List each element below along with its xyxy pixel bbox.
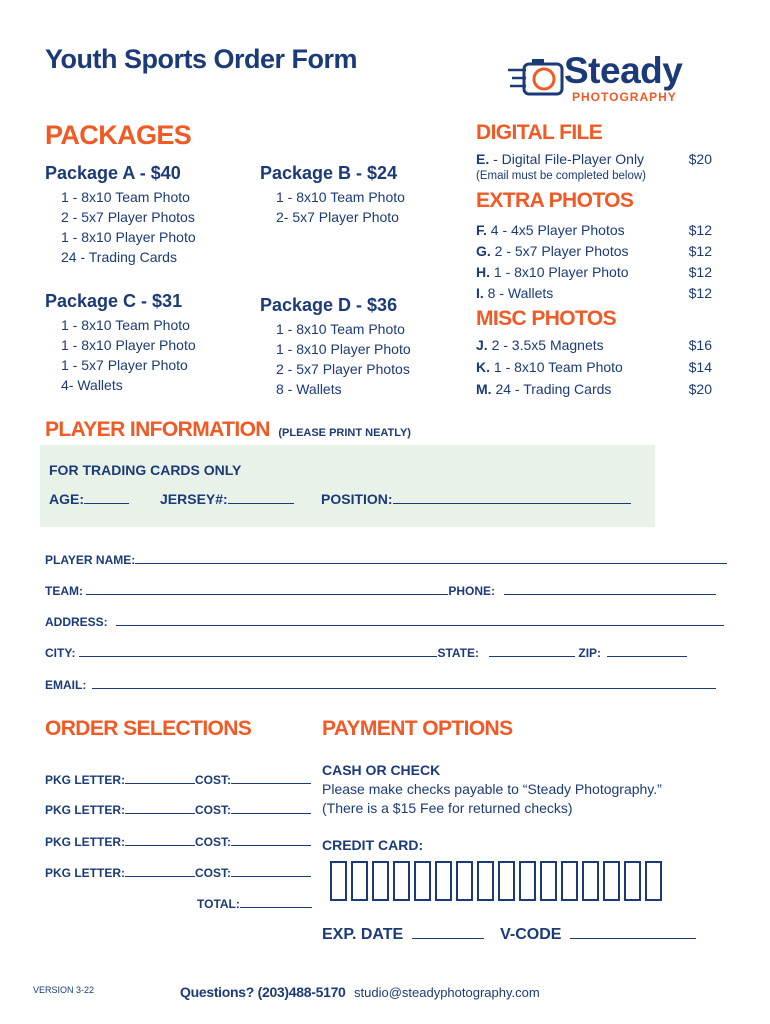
- total-line[interactable]: [240, 895, 312, 908]
- cost-line[interactable]: [231, 801, 311, 814]
- card-digit-box[interactable]: [645, 861, 662, 901]
- package-line: 4- Wallets: [61, 377, 123, 393]
- questions-phone: Questions? (203)488-5170: [180, 984, 346, 1000]
- package-line: 2- 5x7 Player Photo: [276, 209, 399, 225]
- item-label: 2 - 5x7 Player Photos: [490, 243, 629, 259]
- card-digit-box[interactable]: [624, 861, 641, 901]
- item-letter: I.: [476, 285, 484, 301]
- exp-vcode-row: [322, 924, 696, 944]
- item-price: $12: [688, 222, 712, 238]
- logo-main-text: Steady: [564, 50, 683, 91]
- item-label: 8 - Wallets: [483, 285, 554, 301]
- order-row: [45, 771, 311, 787]
- vcode-label: V-CODE: [500, 926, 562, 943]
- cost-label: COST:: [195, 866, 231, 880]
- package-title: Package D - $36: [260, 295, 398, 315]
- camera-icon: [506, 56, 566, 100]
- package-line: 1 - 5x7 Player Photo: [61, 357, 188, 373]
- logo-sub-text: PHOTOGRAPHY: [572, 90, 677, 104]
- package-a: [45, 163, 196, 267]
- pkg-letter-line[interactable]: [125, 833, 195, 846]
- state-label: STATE:: [437, 646, 480, 660]
- player-name-field[interactable]: [45, 551, 727, 567]
- package-line: 1 - 8x10 Team Photo: [276, 321, 405, 337]
- item-price: $20: [688, 151, 712, 167]
- item-price: $16: [688, 337, 712, 353]
- card-digit-box[interactable]: [372, 861, 389, 901]
- item-label: 4 - 4x5 Player Photos: [486, 222, 625, 238]
- exp-date-label: EXP. DATE: [322, 926, 404, 943]
- phone-line[interactable]: [504, 582, 716, 595]
- list-item: [476, 243, 716, 264]
- cash-check-line-2: (There is a $15 Fee for returned checks): [322, 800, 573, 816]
- version-label: VERSION 3-22: [33, 985, 95, 995]
- jersey-label: JERSEY#:: [160, 491, 228, 507]
- item-price: $12: [688, 264, 712, 280]
- package-line: 8 - Wallets: [276, 381, 342, 397]
- player-name-line[interactable]: [135, 551, 727, 564]
- card-digit-box[interactable]: [393, 861, 410, 901]
- item-label: 2 - 3.5x5 Magnets: [487, 337, 604, 353]
- package-b: [260, 163, 405, 227]
- order-row: [45, 833, 311, 849]
- pkg-letter-line[interactable]: [125, 864, 195, 877]
- package-title: Package A - $40: [45, 163, 181, 183]
- extra-photos-list: [476, 222, 716, 306]
- form-title: Youth Sports Order Form: [45, 44, 358, 74]
- card-digit-box[interactable]: [330, 861, 347, 901]
- item-label: 1 - 8x10 Player Photo: [490, 264, 629, 280]
- item-price: $12: [688, 243, 712, 259]
- payment-options-heading: PAYMENT OPTIONS: [322, 717, 513, 740]
- zip-line[interactable]: [607, 644, 687, 657]
- position-field[interactable]: [321, 491, 631, 507]
- email-field[interactable]: [45, 676, 716, 692]
- item-letter: M.: [476, 381, 492, 397]
- item-letter: E.: [476, 151, 490, 167]
- pkg-letter-label: PKG LETTER:: [45, 835, 125, 849]
- item-letter: G.: [476, 243, 491, 259]
- list-item: [476, 381, 716, 403]
- item-price: $12: [688, 285, 712, 301]
- misc-photos-heading: MISC PHOTOS: [476, 307, 617, 330]
- list-item: [476, 359, 716, 381]
- card-digit-box[interactable]: [435, 861, 452, 901]
- pkg-letter-label: PKG LETTER:: [45, 866, 125, 880]
- cost-line[interactable]: [231, 771, 311, 784]
- cost-label: COST:: [195, 803, 231, 817]
- zip-label: ZIP:: [578, 646, 602, 660]
- trading-card-box: [40, 445, 655, 527]
- cost-label: COST:: [195, 773, 231, 787]
- card-digit-box[interactable]: [498, 861, 515, 901]
- digital-file-heading: DIGITAL FILE: [476, 121, 603, 144]
- misc-photos-list: [476, 337, 716, 403]
- extra-photos-heading: EXTRA PHOTOS: [476, 189, 634, 212]
- pkg-letter-line[interactable]: [125, 801, 195, 814]
- item-label: 24 - Trading Cards: [491, 381, 612, 397]
- jersey-field[interactable]: [160, 491, 294, 507]
- cost-label: COST:: [195, 835, 231, 849]
- item-price: $14: [688, 359, 712, 375]
- card-digit-box[interactable]: [519, 861, 536, 901]
- footer-contact: [180, 984, 540, 1002]
- card-digit-box[interactable]: [540, 861, 557, 901]
- list-item: [476, 264, 716, 285]
- email-label: EMAIL:: [45, 678, 87, 692]
- state-line[interactable]: [489, 644, 575, 657]
- position-line[interactable]: [393, 491, 631, 504]
- city-line[interactable]: [79, 644, 437, 657]
- player-info-heading: PLAYER INFORMATION: [45, 418, 270, 441]
- package-line: 1 - 8x10 Player Photo: [61, 337, 196, 353]
- package-line: 1 - 8x10 Team Photo: [61, 317, 190, 333]
- package-line: 2 - 5x7 Player Photos: [276, 361, 410, 377]
- cash-check-heading: CASH OR CHECK: [322, 762, 441, 778]
- digital-note: (Email must be completed below): [476, 170, 647, 182]
- total-field[interactable]: [197, 895, 312, 911]
- total-label: TOTAL:: [197, 897, 240, 911]
- package-line: 2 - 5x7 Player Photos: [61, 209, 195, 225]
- package-d: [260, 295, 411, 399]
- email-line[interactable]: [92, 676, 716, 689]
- city-state-zip-row: [45, 644, 687, 660]
- card-digit-box[interactable]: [603, 861, 620, 901]
- item-letter: K.: [476, 359, 490, 375]
- cost-line[interactable]: [231, 833, 311, 846]
- order-row: [45, 801, 311, 817]
- address-label: ADDRESS:: [45, 615, 108, 629]
- item-label: 1 - 8x10 Team Photo: [490, 359, 623, 375]
- package-line: 24 - Trading Cards: [61, 249, 177, 265]
- age-label: AGE:: [49, 491, 84, 507]
- package-title: Package B - $24: [260, 163, 398, 183]
- credit-card-heading: CREDIT CARD:: [322, 837, 424, 853]
- item-letter: J.: [476, 337, 488, 353]
- item-price: $20: [688, 381, 712, 397]
- list-item: [476, 285, 716, 306]
- card-digit-box[interactable]: [561, 861, 578, 901]
- package-line: 1 - 8x10 Player Photo: [276, 341, 411, 357]
- player-name-label: PLAYER NAME:: [45, 553, 136, 567]
- age-line[interactable]: [84, 491, 129, 504]
- item-letter: F.: [476, 222, 487, 238]
- list-item: [476, 222, 716, 243]
- age-field[interactable]: [49, 491, 129, 507]
- city-label: CITY:: [45, 646, 76, 660]
- phone-label: PHONE:: [448, 584, 496, 598]
- vcode-line[interactable]: [570, 924, 696, 939]
- packages-heading: PACKAGES: [45, 120, 192, 150]
- package-title: Package C - $31: [45, 291, 183, 311]
- team-line[interactable]: [86, 582, 448, 595]
- package-line: 1 - 8x10 Team Photo: [276, 189, 405, 205]
- address-line[interactable]: [116, 613, 724, 626]
- position-label: POSITION:: [321, 491, 393, 507]
- trading-cards-heading: FOR TRADING CARDS ONLY: [49, 462, 242, 478]
- team-label: TEAM:: [45, 584, 83, 598]
- exp-date-line[interactable]: [412, 924, 484, 939]
- list-item: [476, 337, 716, 359]
- cash-check-line-1: Please make checks payable to “Steady Photography.”: [322, 781, 662, 797]
- pkg-letter-label: PKG LETTER:: [45, 773, 125, 787]
- print-neatly-note: (PLEASE PRINT NEATLY): [278, 427, 411, 439]
- contact-email[interactable]: studio@steadyphotography.com: [354, 985, 540, 1000]
- cost-line[interactable]: [231, 864, 311, 877]
- player-info-header: [45, 418, 411, 442]
- item-label: - Digital File-Player Only: [489, 151, 645, 167]
- card-digit-box[interactable]: [456, 861, 473, 901]
- package-c: [45, 291, 196, 395]
- item-letter: H.: [476, 264, 490, 280]
- digital-file-item: [476, 151, 644, 167]
- package-line: 1 - 8x10 Player Photo: [61, 229, 196, 245]
- card-digit-box[interactable]: [351, 861, 368, 901]
- credit-card-number-boxes[interactable]: [330, 861, 662, 906]
- logo: [506, 52, 721, 104]
- card-digit-box[interactable]: [582, 861, 599, 901]
- address-field[interactable]: [45, 613, 724, 629]
- card-digit-box[interactable]: [414, 861, 431, 901]
- order-row: [45, 864, 311, 880]
- package-line: 1 - 8x10 Team Photo: [61, 189, 190, 205]
- jersey-line[interactable]: [228, 491, 294, 504]
- order-selections-heading: ORDER SELECTIONS: [45, 717, 252, 740]
- team-phone-row: [45, 582, 716, 598]
- card-digit-box[interactable]: [477, 861, 494, 901]
- pkg-letter-label: PKG LETTER:: [45, 803, 125, 817]
- pkg-letter-line[interactable]: [125, 771, 195, 784]
